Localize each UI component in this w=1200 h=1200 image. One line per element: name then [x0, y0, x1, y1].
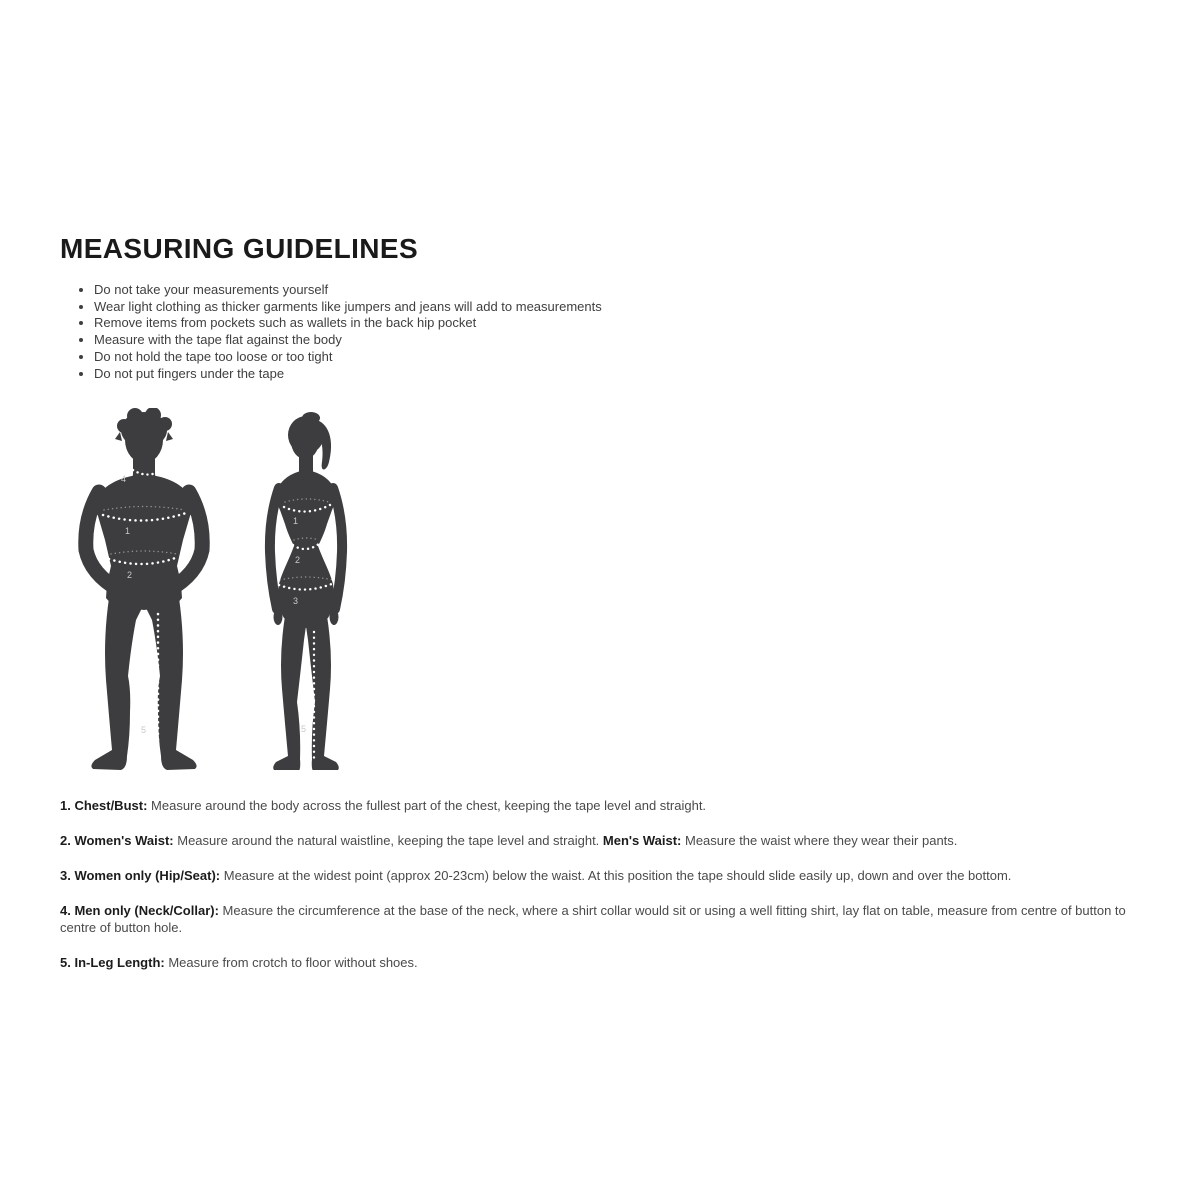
- definition-item: [60, 832, 1140, 849]
- measurement-figures: [73, 408, 1140, 775]
- definition-text: Measure the waist where they wear their pants.: [685, 833, 958, 849]
- definition-item: [60, 954, 1140, 971]
- definition-text: Measure at the widest point (approx 20-23cm) below the waist. At this position the tape should slide easily up, down and over the bottom.: [223, 868, 1012, 884]
- male-silhouette-figure: [73, 408, 213, 770]
- guideline-item: • Do not put fingers under the tape: [94, 366, 1140, 383]
- definition-item: [60, 797, 1140, 814]
- definition-term: 4. Men only (Neck/Collar):: [60, 903, 219, 919]
- guidelines-list: [60, 282, 1140, 382]
- female-bust-label: 1: [293, 516, 299, 527]
- guideline-item: • Do not hold the tape too loose or too tight: [94, 349, 1140, 366]
- female-hip-label: 3: [293, 596, 299, 607]
- definition-term: 2. Women's Waist:: [60, 833, 174, 849]
- definition-text: Measure from crotch to floor without shoes.: [168, 955, 418, 971]
- definition-text: Measure around the body across the fullest part of the chest, keeping the tape level and straight.: [151, 798, 707, 814]
- measurement-definitions: [60, 797, 1140, 971]
- female-waist-label: 2: [295, 555, 301, 566]
- definition-term: 1. Chest/Bust:: [60, 798, 148, 814]
- definition-item: [60, 867, 1140, 884]
- guideline-item: • Wear light clothing as thicker garments like jumpers and jeans will add to measurements: [94, 299, 1140, 316]
- female-inleg-label: 5: [301, 724, 307, 735]
- definition-text: Measure the circumference at the base of the neck, where a shirt collar would sit or using a well fitting shirt, lay flat on table, measure from centre of button to centre of button hole.: [60, 903, 1126, 936]
- male-inleg-label: 5: [141, 725, 147, 736]
- guideline-item: • Remove items from pockets such as wallets in the back hip pocket: [94, 315, 1140, 332]
- male-chest-label: 1: [125, 526, 131, 537]
- page-title: MEASURING GUIDELINES: [60, 233, 419, 264]
- definition-item: [60, 902, 1140, 936]
- definition-term: 3. Women only (Hip/Seat):: [60, 868, 221, 884]
- female-body-shape: [273, 412, 339, 770]
- female-silhouette-figure: [251, 412, 363, 770]
- definition-text: Measure around the natural waistline, keeping the tape level and straight.: [177, 833, 600, 849]
- male-collar-label: 4: [121, 474, 127, 485]
- definition-term: Men's Waist:: [602, 833, 682, 849]
- guideline-item: • Do not take your measurements yourself: [94, 282, 1140, 299]
- guideline-item: • Measure with the tape flat against the body: [94, 332, 1140, 349]
- male-waist-label: 2: [127, 570, 133, 581]
- female-figure-wrap: [251, 412, 363, 775]
- definition-term: 5. In-Leg Length:: [60, 955, 165, 971]
